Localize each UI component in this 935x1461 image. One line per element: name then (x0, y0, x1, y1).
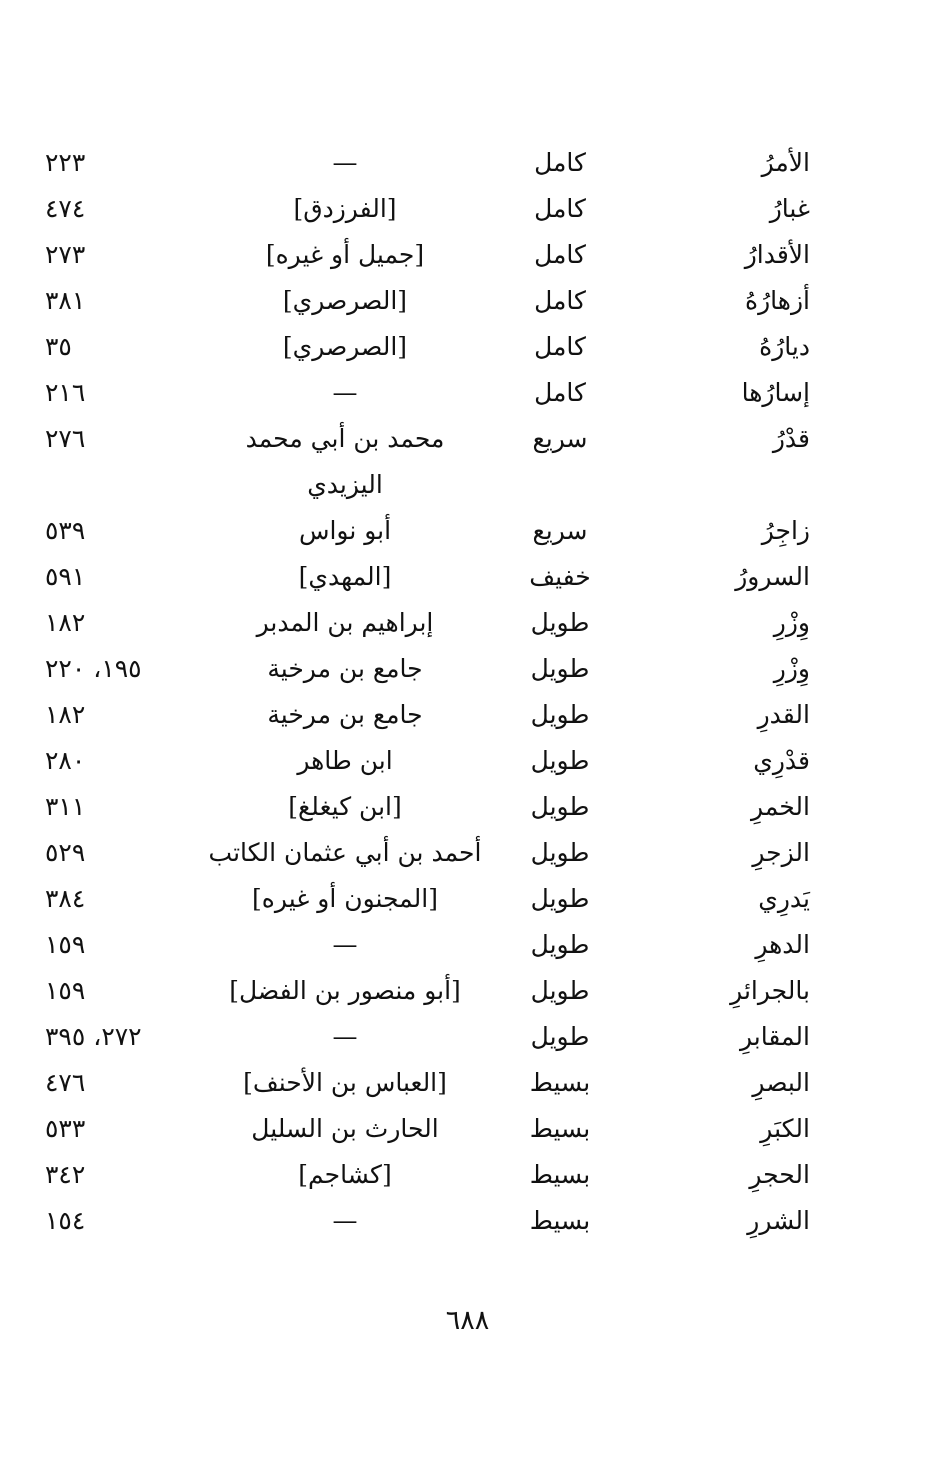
page-number: ٦٨٨ (445, 1305, 490, 1336)
page-refs: ٥٢٩ (45, 838, 86, 867)
page-refs: ٢٧٢، ٣٩٥ (45, 1022, 142, 1051)
rhyme-word: قدْرُ (772, 424, 810, 453)
table-row (0, 324, 935, 370)
poet: — (332, 1022, 358, 1051)
page-refs: ٢٨٠ (45, 746, 86, 775)
poet: الحارث بن السليل (251, 1114, 439, 1143)
page-refs: ٣٨٤ (45, 884, 86, 913)
rhyme-word: الأمرُ (761, 148, 810, 177)
poet: جامع بن مرخية (267, 700, 423, 729)
poet: — (332, 930, 358, 959)
poet: [كشاجم] (298, 1160, 392, 1189)
meter: طويل (530, 792, 590, 821)
rhyme-word: الأقدارُ (744, 240, 810, 269)
poet: [المهدي] (298, 562, 392, 591)
meter: طويل (530, 884, 590, 913)
page-refs: ١٨٢ (45, 608, 86, 637)
poet: محمد بن أبي محمد اليزيدي (245, 424, 445, 499)
meter: طويل (530, 746, 590, 775)
poet: — (332, 148, 358, 177)
poet: [الصرصري] (282, 332, 408, 361)
rhyme-word: القدرِ (757, 700, 810, 729)
page-refs: ٥٩١ (45, 562, 86, 591)
meter: كامل (534, 194, 586, 223)
poet: جامع بن مرخية (267, 654, 423, 683)
meter: طويل (530, 1022, 590, 1051)
rhyme-word: وِزْرِ (773, 608, 810, 637)
page-refs: ٢٢٣ (45, 148, 86, 177)
table-row (0, 370, 935, 416)
poet: [العباس بن الأحنف] (243, 1068, 447, 1097)
page-refs: ١٥٤ (45, 1206, 86, 1235)
table-row (0, 738, 935, 784)
meter: بسيط (529, 1114, 591, 1143)
table-row (0, 1060, 935, 1106)
meter: كامل (534, 378, 586, 407)
page-refs: ٥٣٩ (45, 516, 86, 545)
rhyme-word: البصرِ (752, 1068, 810, 1097)
poet: — (332, 1206, 358, 1235)
page-refs: ٢٧٦ (45, 424, 86, 453)
page-refs: ١٥٩ (45, 976, 86, 1005)
poet: ابن طاهر (297, 746, 393, 775)
page-refs: ١٨٢ (45, 700, 86, 729)
rhyme-word: إسارُها (741, 378, 810, 407)
meter: بسيط (529, 1068, 591, 1097)
rhyme-word: ديارُهُ (759, 332, 810, 361)
page-refs: ٣٨١ (45, 286, 86, 315)
table-row (0, 784, 935, 830)
rhyme-word: الشررِ (747, 1206, 810, 1235)
page-refs: ٣١١ (45, 792, 86, 821)
rhyme-index-table (0, 140, 935, 1244)
rhyme-word: الخمرِ (751, 792, 810, 821)
meter: بسيط (529, 1160, 591, 1189)
page-refs: ٤٧٦ (45, 1068, 86, 1097)
page-refs: ١٩٥، ٢٢٠ (45, 654, 142, 683)
page-refs: ١٥٩ (45, 930, 86, 959)
poet: أحمد بن أبي عثمان الكاتب (208, 838, 482, 867)
rhyme-word: بالجرائرِ (730, 976, 810, 1005)
rhyme-word: يَدرِي (758, 884, 810, 913)
meter: طويل (530, 700, 590, 729)
meter: كامل (534, 286, 586, 315)
rhyme-word: أزهارُهُ (745, 286, 810, 315)
poet: أبو نواس (298, 516, 392, 545)
table-row (0, 278, 935, 324)
rhyme-word: الدهرِ (755, 930, 810, 959)
meter: طويل (530, 930, 590, 959)
rhyme-word: الحجرِ (749, 1160, 810, 1189)
poet: [ابن كيغلغ] (288, 792, 402, 821)
rhyme-word: السرورُ (735, 562, 810, 591)
rhyme-word: قدْرِي (753, 746, 810, 775)
rhyme-word: الزجرِ (752, 838, 810, 867)
table-row (0, 140, 935, 186)
rhyme-word: الكبَرِ (760, 1114, 810, 1143)
table-row (0, 1106, 935, 1152)
poet: [جميل أو غيره] (265, 240, 425, 269)
table-row (0, 554, 935, 600)
poet: [أبو منصور بن الفضل] (229, 976, 461, 1005)
poet: [المجنون أو غيره] (252, 884, 438, 913)
table-row (0, 646, 935, 692)
table-row (0, 692, 935, 738)
meter: طويل (530, 608, 590, 637)
table-row (0, 416, 935, 508)
meter: طويل (530, 976, 590, 1005)
rhyme-word: المقابرِ (739, 1022, 810, 1051)
meter: خفيف (529, 562, 591, 591)
page-refs: ٢١٦ (45, 378, 86, 407)
poet: إبراهيم بن المدبر (256, 608, 434, 637)
page-refs: ٤٧٤ (45, 194, 86, 223)
rhyme-word: غبارُ (769, 194, 810, 223)
table-row (0, 922, 935, 968)
meter: سريع (532, 424, 588, 453)
page-refs: ٣٥ (45, 332, 72, 361)
table-row (0, 968, 935, 1014)
meter: سريع (532, 516, 588, 545)
page-refs: ٢٧٣ (45, 240, 86, 269)
rhyme-word: زاجِرُ (761, 516, 810, 545)
rhyme-word: وِزْرِ (773, 654, 810, 683)
meter: بسيط (529, 1206, 591, 1235)
table-row (0, 876, 935, 922)
table-row (0, 1198, 935, 1244)
table-row (0, 1152, 935, 1198)
page-refs: ٣٤٢ (45, 1160, 86, 1189)
table-row (0, 508, 935, 554)
table-row (0, 830, 935, 876)
meter: طويل (530, 654, 590, 683)
meter: كامل (534, 148, 586, 177)
table-row (0, 232, 935, 278)
table-row (0, 186, 935, 232)
poet: [الفرزدق] (293, 194, 397, 223)
meter: كامل (534, 332, 586, 361)
poet: [الصرصري] (282, 286, 408, 315)
meter: كامل (534, 240, 586, 269)
meter: طويل (530, 838, 590, 867)
table-row (0, 1014, 935, 1060)
poet: — (332, 378, 358, 407)
page-refs: ٥٣٣ (45, 1114, 86, 1143)
table-row (0, 600, 935, 646)
